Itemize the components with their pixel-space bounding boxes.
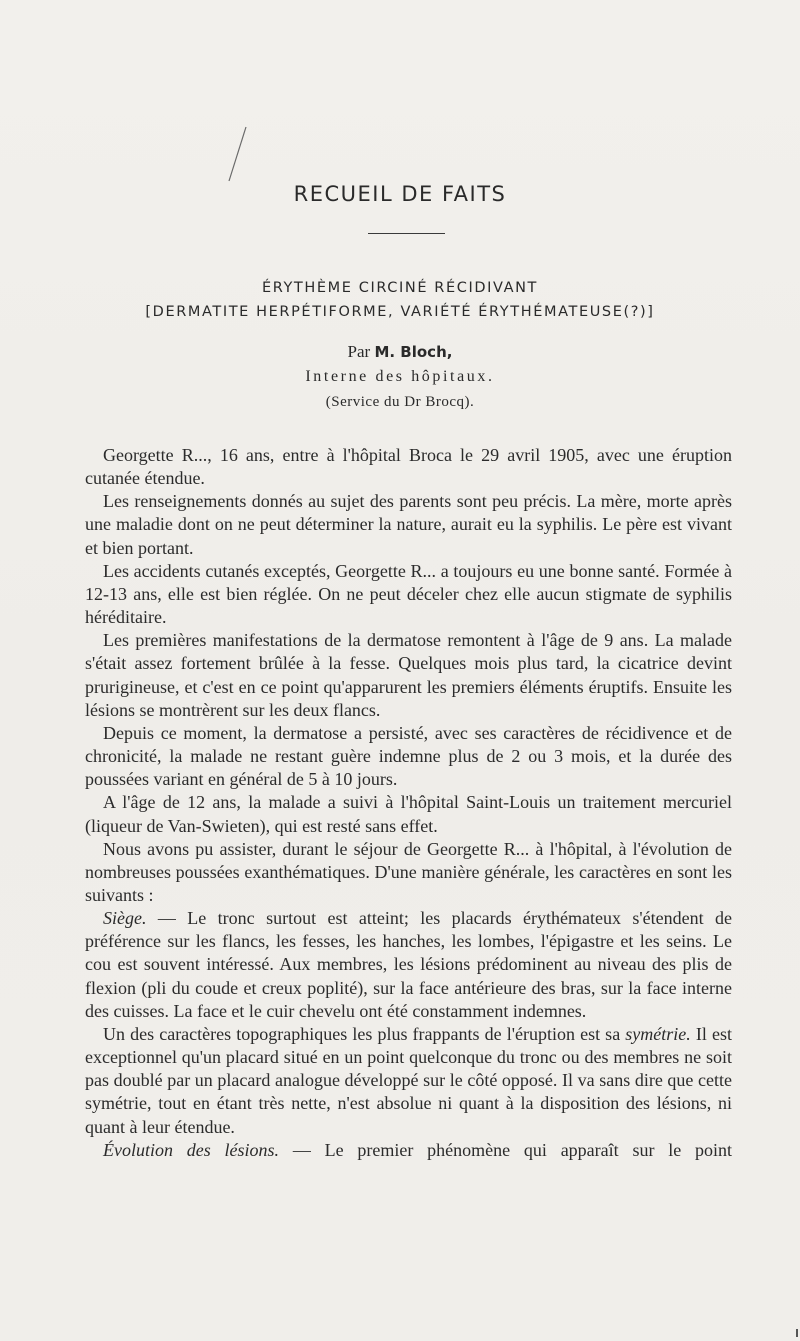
author-affiliation: Interne des hôpitaux.	[305, 368, 495, 385]
paragraph	[85, 490, 732, 559]
stray-pen-mark	[226, 125, 248, 183]
paragraph-text: Georgette R..., 16 ans, entre à l'hôpital Broca le 29 avril 1905, avec une éruption cutanée étendue.	[85, 445, 732, 489]
paragraph-text: Nous avons pu assister, durant le séjour de Georgette R... à l'hôpital, à l'évolution de nombreuses poussées exanthématiques. D'une manière générale, les caractères en sont les suivants :	[85, 838, 732, 905]
paragraph	[85, 629, 732, 722]
paragraph-text: — Le premier phénomène qui apparaît sur le point	[279, 1139, 732, 1160]
paragraph-text: Les premières manifestations de la dermatose remontent à l'âge de 9 ans. La malade s'était assez fortement brûlée à la fesse. Quelques mois plus tard, la cicatrice devint prurigineuse, et c'est en ce point qu'apparurent les premiers éléments éruptifs. Ensuite les lésions se montrèrent sur les deux flancs.	[85, 630, 732, 720]
author-name: M. Bloch,	[374, 343, 453, 361]
article-title: ÉRYTHÈME CIRCINÉ RÉCIDIVANT	[261, 280, 539, 296]
section-title: RECUEIL DE FAITS	[293, 182, 507, 206]
paragraph-text: Les renseignements donnés au sujet des parents sont peu précis. La mère, morte après une maladie dont on ne peut déterminer la nature, aurait eu la syphilis. Le père est vivant et bien portant.	[85, 491, 732, 558]
paragraph	[85, 722, 732, 791]
paragraph	[85, 444, 732, 490]
paragraph	[85, 560, 732, 629]
author-service: (Service du Dr Brocq).	[325, 394, 475, 410]
byline-prefix: Par	[347, 342, 371, 361]
article-subtitle: [DERMATITE HERPÉTIFORME, VARIÉTÉ ÉRYTHÉMATEUSE(?)]	[145, 304, 655, 320]
paragraph-emphasis: symétrie.	[625, 1023, 691, 1044]
paragraph-text: — Le tronc surtout est atteint; les placards érythémateux s'étendent de préférence sur les flancs, les fesses, les hanches, les lombes, l'épigastre et les seins. Le cou est souvent intéressé. Aux membres, les lésions prédominent au niveau des plis de flexion (pli du coude et creux poplité), sur la face antérieure des bras, sur la face interne des cuisses. La face et le cuir chevelu ont été constamment indemnes.	[85, 908, 732, 1021]
paragraph-lead: Évolution des lésions.	[103, 1139, 280, 1160]
paragraph-text: Il est exceptionnel qu'un placard situé en un point quelconque du tronc ou des membres ne soit pas doublé par un placard analogue développé sur le côté opposé. Il va sans dire que cette symétrie, tout en étant très nette, n'est absolue ni quant à la disposition des lésions, ni quant à leur étendue.	[85, 1023, 732, 1137]
paragraph-text: A l'âge de 12 ans, la malade a suivi à l'hôpital Saint-Louis un traitement mercuriel (liqueur de Van-Swieten), qui est resté sans effet.	[85, 792, 732, 836]
paragraph	[85, 907, 732, 1023]
title-rule	[368, 233, 445, 234]
byline	[0, 340, 800, 364]
paragraph	[85, 1023, 732, 1139]
article-body	[85, 444, 732, 1162]
paragraph-text: Depuis ce moment, la dermatose a persisté, avec ses caractères de récidivence et de chronicité, la malade ne restant guère indemne plus de 2 ou 3 mois, et la durée des poussées variant en général de 5 à 10 jours.	[85, 722, 732, 790]
page-edge-mark	[796, 1329, 798, 1337]
paragraph-text: Un des caractères topographiques les plus frappants de l'éruption est sa	[103, 1023, 626, 1044]
paragraph-text: Les accidents cutanés exceptés, Georgette R... a toujours eu une bonne santé. Formée à 12-13 ans, elle est bien réglée. On ne peut déceler chez elle aucun stigmate de syphilis héréditaire.	[85, 560, 732, 628]
paragraph	[85, 791, 732, 837]
paragraph-lead: Siège.	[103, 908, 147, 929]
paragraph	[85, 838, 732, 907]
paragraph	[85, 1139, 732, 1162]
